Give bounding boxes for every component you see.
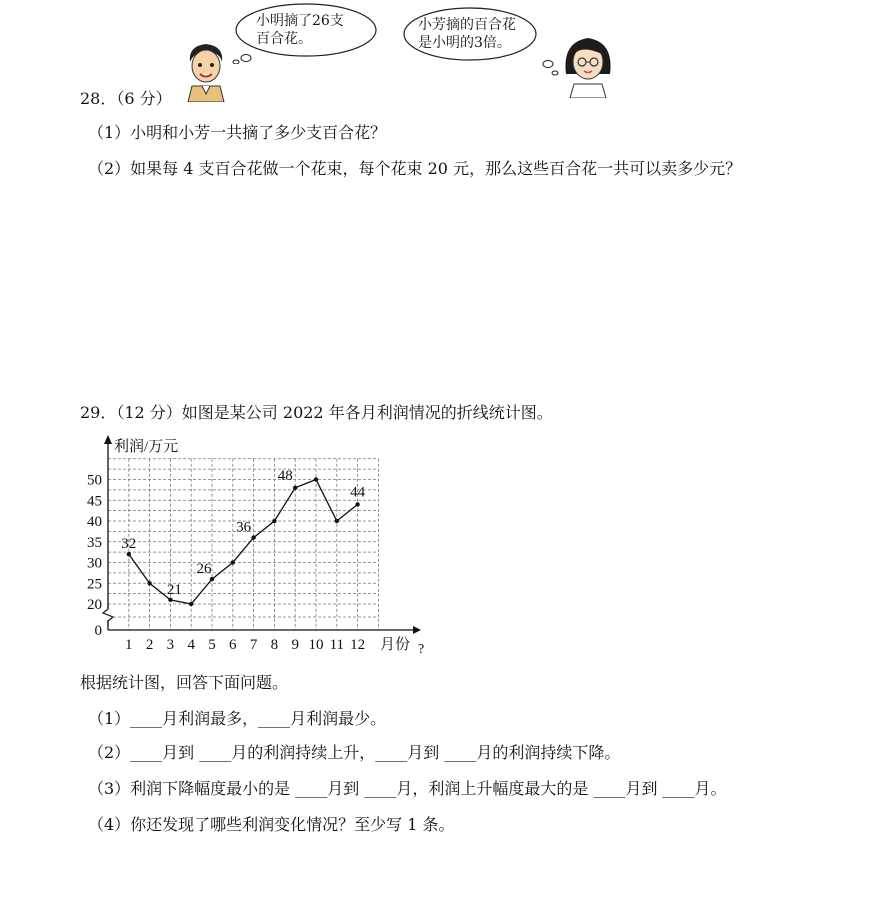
boy-speech-bubble <box>226 2 378 64</box>
boy-icon <box>184 40 228 102</box>
data-point <box>168 598 172 602</box>
y-axis-arrow-icon <box>104 435 112 444</box>
girl-speech-bubble <box>402 4 562 78</box>
data-point <box>147 581 151 585</box>
data-point <box>231 560 235 564</box>
data-point <box>355 502 359 506</box>
q28-sub-question-2: （2）如果每 4 支百合花做一个花束，每个花束 20 元，那么这些百合花一共可以卖多少元？ <box>88 159 742 178</box>
girl-bubble-line-1: 小芳摘的百合花 <box>418 17 516 33</box>
x-tick-label: 7 <box>249 637 258 653</box>
y-tick-label: 30 <box>87 555 102 572</box>
x-tick-label: 4 <box>187 637 195 653</box>
x-tick-label: 5 <box>208 637 216 653</box>
profit-line-chart <box>80 432 440 662</box>
y-axis-label: 利润/万元 <box>114 439 179 455</box>
x-tick-label: 11 <box>329 637 345 653</box>
q29-sub-question-3: （3）利润下降幅度最小的是 ____月到 ____月，利润上升幅度最大的是 ____月到 ____月。 <box>88 779 727 798</box>
data-point <box>314 477 318 481</box>
data-point <box>335 519 339 523</box>
y-tick-label: 40 <box>87 514 102 530</box>
x-tick-label: 1 <box>125 637 133 653</box>
data-label: 26 <box>196 561 212 578</box>
y-tick-label: 0 <box>94 623 102 639</box>
q29-title: 29．（12 分）如图是某公司 2022 年各月利润情况的折线统计图。 <box>80 403 553 422</box>
girl-bubble-line-2: 是小明的3倍。 <box>418 35 511 51</box>
x-tick-label: 9 <box>291 637 299 653</box>
x-tick-label: 3 <box>166 637 175 653</box>
x-tick-label: 12 <box>350 637 366 653</box>
data-label: 32 <box>121 536 137 553</box>
data-label: 44 <box>350 484 366 501</box>
data-label: 21 <box>166 581 182 598</box>
q29-intro: 根据统计图，回答下面问题。 <box>80 673 289 692</box>
y-tick-label: 50 <box>87 472 102 489</box>
data-label: 48 <box>277 467 293 484</box>
q28-sub-question-1: （1）小明和小芳一共摘了多少支百合花？ <box>88 123 387 142</box>
y-tick-label: 45 <box>87 493 102 510</box>
q28-title: 28．（6 分） <box>80 89 172 108</box>
girl-illustration <box>560 34 616 98</box>
boy-illustration <box>184 40 228 102</box>
q29-sub-question-1: （1）____月利润最多，____月利润最少。 <box>88 709 387 728</box>
y-tick-label: 20 <box>87 597 102 613</box>
boy-bubble-line-1: 小明摘了26支 <box>256 13 344 29</box>
data-point <box>127 552 131 556</box>
y-tick-label: 35 <box>87 534 102 551</box>
data-point <box>272 519 276 523</box>
x-axis-suffix: ? <box>418 642 425 657</box>
chart-svg <box>80 432 440 662</box>
x-axis-label: 月份 <box>380 637 411 653</box>
data-point <box>210 577 214 581</box>
q29-sub-question-4: （4）你还发现了哪些利润变化情况？至少写 1 条。 <box>88 815 455 834</box>
y-tick-label: 25 <box>87 576 102 593</box>
x-tick-label: 2 <box>145 637 154 653</box>
x-tick-label: 8 <box>270 637 279 653</box>
x-tick-label: 6 <box>229 637 237 653</box>
data-point <box>189 602 193 606</box>
girl-icon <box>560 34 616 98</box>
data-label: 36 <box>236 519 252 536</box>
data-point <box>251 535 255 539</box>
boy-bubble-line-2: 百合花。 <box>256 31 312 47</box>
q29-sub-question-2: （2）____月到 ____月的利润持续上升，____月到 ____月的利润持续下降。 <box>88 743 621 762</box>
x-axis-arrow-icon <box>413 626 421 634</box>
x-tick-label: 10 <box>308 637 324 653</box>
data-point <box>293 486 297 490</box>
